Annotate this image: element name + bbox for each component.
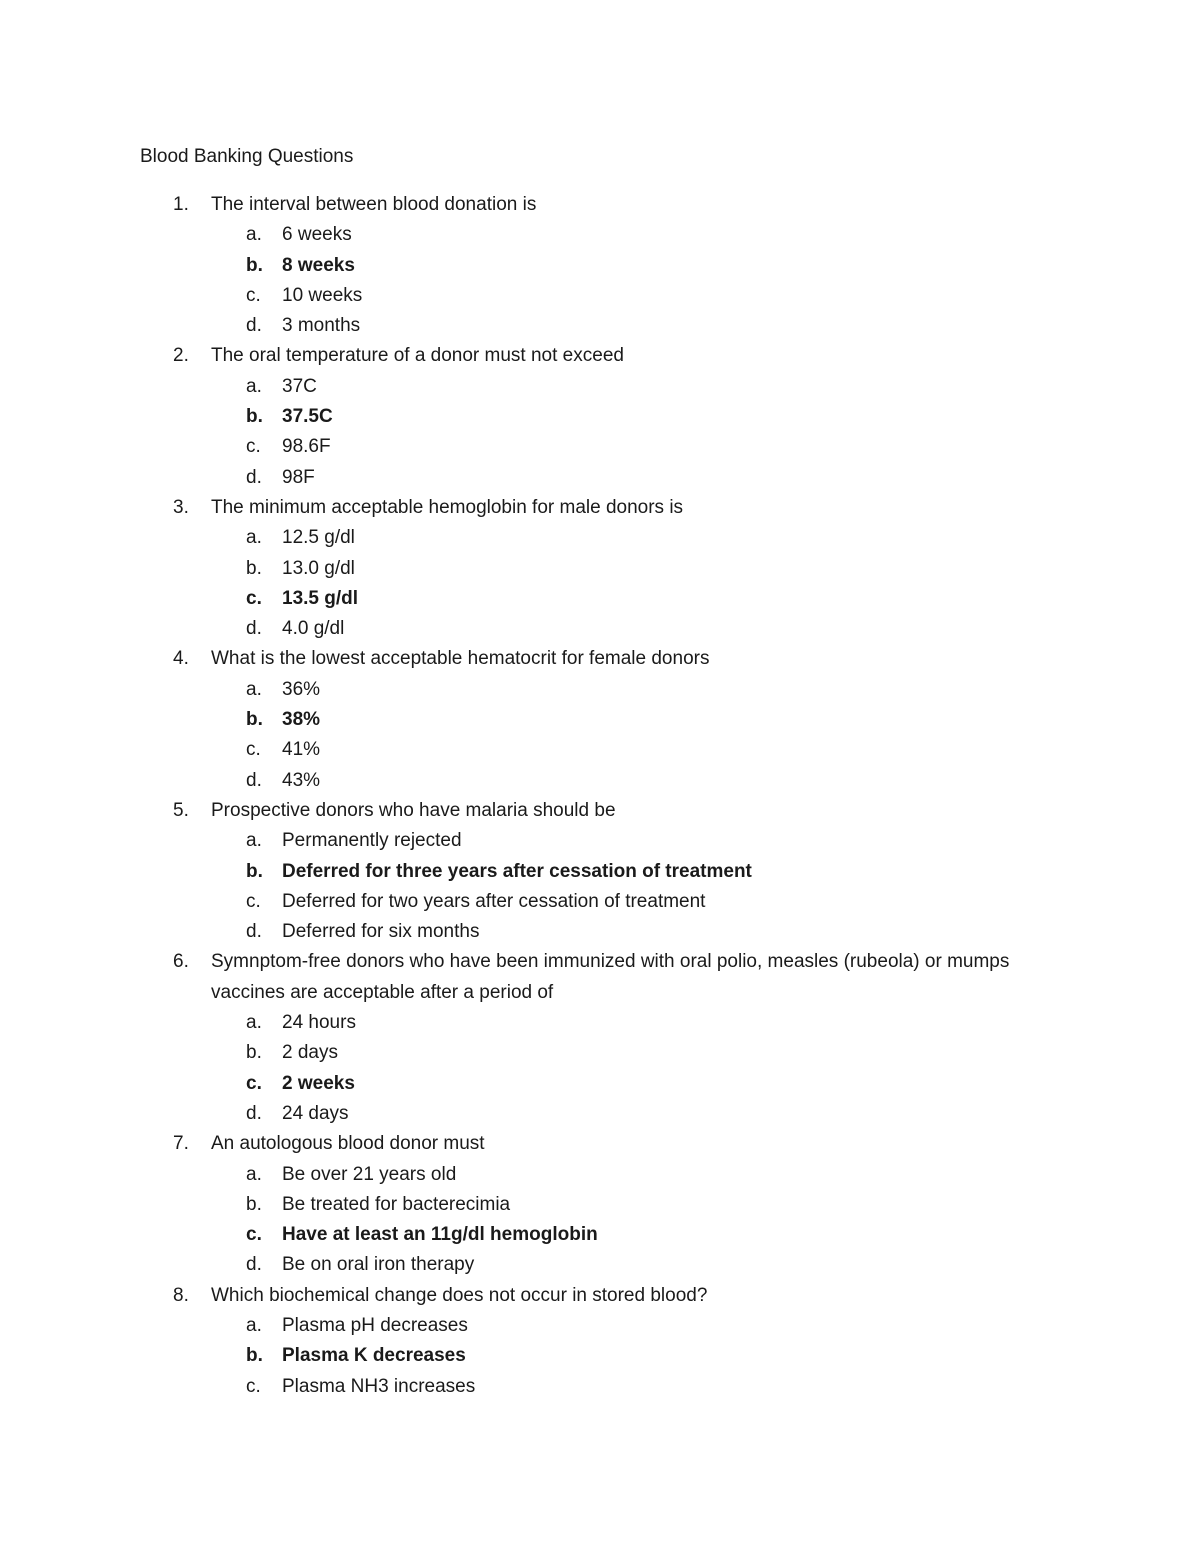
option-letter: d. <box>246 921 262 943</box>
option-letter: b. <box>246 1042 262 1064</box>
option-letter: d. <box>246 618 262 640</box>
answer-option <box>0 311 1200 341</box>
option-letter: a. <box>246 830 262 852</box>
answer-option-correct <box>0 1069 1200 1099</box>
question-row <box>0 947 1200 977</box>
answer-option <box>0 1008 1200 1038</box>
option-text: 13.5 g/dl <box>282 587 359 609</box>
answer-option <box>0 675 1200 705</box>
answer-option <box>0 735 1200 765</box>
question-row <box>0 644 1200 674</box>
question-number: 1. <box>173 194 189 215</box>
option-letter: b. <box>246 1345 263 1367</box>
option-text: 36% <box>282 678 321 700</box>
question-text: The minimum acceptable hemoglobin for male donors is <box>211 496 684 518</box>
answer-option <box>0 1038 1200 1068</box>
option-letter: b. <box>246 860 263 882</box>
question-number: 5. <box>173 799 189 821</box>
option-letter: b. <box>246 557 262 579</box>
question-text: vaccines are acceptable after a period of <box>211 981 554 1003</box>
option-letter: c. <box>246 436 261 458</box>
answer-option <box>0 1099 1200 1129</box>
option-text: 2 weeks <box>282 1072 355 1094</box>
option-letter: c. <box>246 587 262 609</box>
option-letter: a. <box>246 678 262 700</box>
option-letter: a. <box>246 527 262 549</box>
answer-option <box>0 281 1200 311</box>
option-letter: c. <box>246 284 261 306</box>
option-letter: b. <box>246 254 263 276</box>
answer-option <box>0 220 1200 250</box>
question-text: The oral temperature of a donor must not exceed <box>211 345 624 367</box>
option-text: Be over 21 years old <box>282 1163 457 1185</box>
option-text: Plasma NH3 increases <box>282 1375 476 1397</box>
option-text: 13.0 g/dl <box>282 557 355 579</box>
question-text: Which biochemical change does not occur in stored blood? <box>211 1284 708 1306</box>
answer-option <box>0 1160 1200 1190</box>
option-text: 4.0 g/dl <box>282 618 345 640</box>
option-text: Plasma K decreases <box>282 1345 466 1367</box>
answer-option <box>0 887 1200 917</box>
answer-option <box>0 826 1200 856</box>
answer-option <box>0 372 1200 402</box>
option-text: 37C <box>282 375 317 397</box>
option-text: Be treated for bacterecimia <box>282 1193 511 1215</box>
question-continuation-row <box>0 978 1200 1008</box>
answer-option-correct <box>0 705 1200 735</box>
option-text: Have at least an 11g/dl hemoglobin <box>282 1224 598 1246</box>
option-letter: d. <box>246 315 262 337</box>
option-text: 3 months <box>282 315 361 337</box>
option-text: Deferred for two years after cessation of treatment <box>282 890 706 912</box>
option-text: 12.5 g/dl <box>282 527 355 549</box>
option-text: 6 weeks <box>282 224 352 246</box>
option-text: 38% <box>282 709 321 731</box>
answer-option-correct <box>0 857 1200 887</box>
option-letter: c. <box>246 1375 261 1397</box>
answer-option <box>0 614 1200 644</box>
question-number: 7. <box>173 1133 189 1155</box>
question-text: An autologous blood donor must <box>211 1133 485 1155</box>
option-text: 98.6F <box>282 436 331 458</box>
option-letter: c. <box>246 1072 262 1094</box>
answer-option <box>0 1190 1200 1220</box>
answer-option <box>0 432 1200 462</box>
option-text: Permanently rejected <box>282 830 462 852</box>
question-number: 3. <box>173 496 189 518</box>
option-text: 24 days <box>282 1102 349 1124</box>
option-text: Deferred for six months <box>282 921 480 943</box>
option-letter: a. <box>246 1314 262 1336</box>
question-list <box>0 190 1200 1402</box>
option-letter: d. <box>246 769 262 791</box>
option-letter: b. <box>246 406 263 428</box>
option-text: 2 days <box>282 1042 338 1064</box>
question-text: What is the lowest acceptable hematocrit for female donors <box>211 648 710 670</box>
answer-option-correct <box>0 251 1200 281</box>
answer-option-correct <box>0 1220 1200 1250</box>
question-number: 2. <box>173 345 189 367</box>
option-letter: b. <box>246 709 263 731</box>
answer-option <box>0 1250 1200 1280</box>
answer-option <box>0 917 1200 947</box>
question-row <box>0 1129 1200 1159</box>
option-letter: a. <box>246 375 262 397</box>
option-letter: d. <box>246 466 262 488</box>
option-letter: d. <box>246 1254 262 1276</box>
option-text: 37.5C <box>282 406 333 428</box>
question-text: The interval between blood donation is <box>211 194 537 215</box>
question-number: 8. <box>173 1284 189 1306</box>
question-row <box>0 1281 1200 1311</box>
answer-option-correct <box>0 1341 1200 1371</box>
option-letter: a. <box>246 1012 262 1034</box>
answer-option-correct <box>0 584 1200 614</box>
option-letter: c. <box>246 890 261 912</box>
option-text: 43% <box>282 769 321 791</box>
question-row <box>0 493 1200 523</box>
option-letter: c. <box>246 739 261 761</box>
question-number: 6. <box>173 951 189 973</box>
answer-option-correct <box>0 402 1200 432</box>
option-text: Deferred for three years after cessation of treatment <box>282 860 752 882</box>
question-text: Symnptom-free donors who have been immunized with oral polio, measles (rubeola) or mumps <box>211 951 1010 973</box>
question-row <box>0 190 1200 220</box>
answer-option <box>0 463 1200 493</box>
document-title: Blood Banking Questions <box>140 146 354 167</box>
question-number: 4. <box>173 648 189 670</box>
option-letter: a. <box>246 1163 262 1185</box>
option-letter: c. <box>246 1224 262 1246</box>
option-text: 24 hours <box>282 1012 356 1034</box>
option-text: 98F <box>282 466 315 488</box>
answer-option <box>0 554 1200 584</box>
option-letter: d. <box>246 1102 262 1124</box>
answer-option <box>0 1372 1200 1402</box>
option-text: 10 weeks <box>282 284 363 306</box>
option-letter: a. <box>246 224 262 246</box>
question-row <box>0 796 1200 826</box>
answer-option <box>0 766 1200 796</box>
option-letter: b. <box>246 1193 262 1215</box>
option-text: 41% <box>282 739 321 761</box>
option-text: Be on oral iron therapy <box>282 1254 475 1276</box>
option-text: 8 weeks <box>282 254 355 276</box>
answer-option <box>0 1311 1200 1341</box>
option-text: Plasma pH decreases <box>282 1314 468 1336</box>
question-text: Prospective donors who have malaria should be <box>211 799 616 821</box>
question-row <box>0 341 1200 371</box>
answer-option <box>0 523 1200 553</box>
